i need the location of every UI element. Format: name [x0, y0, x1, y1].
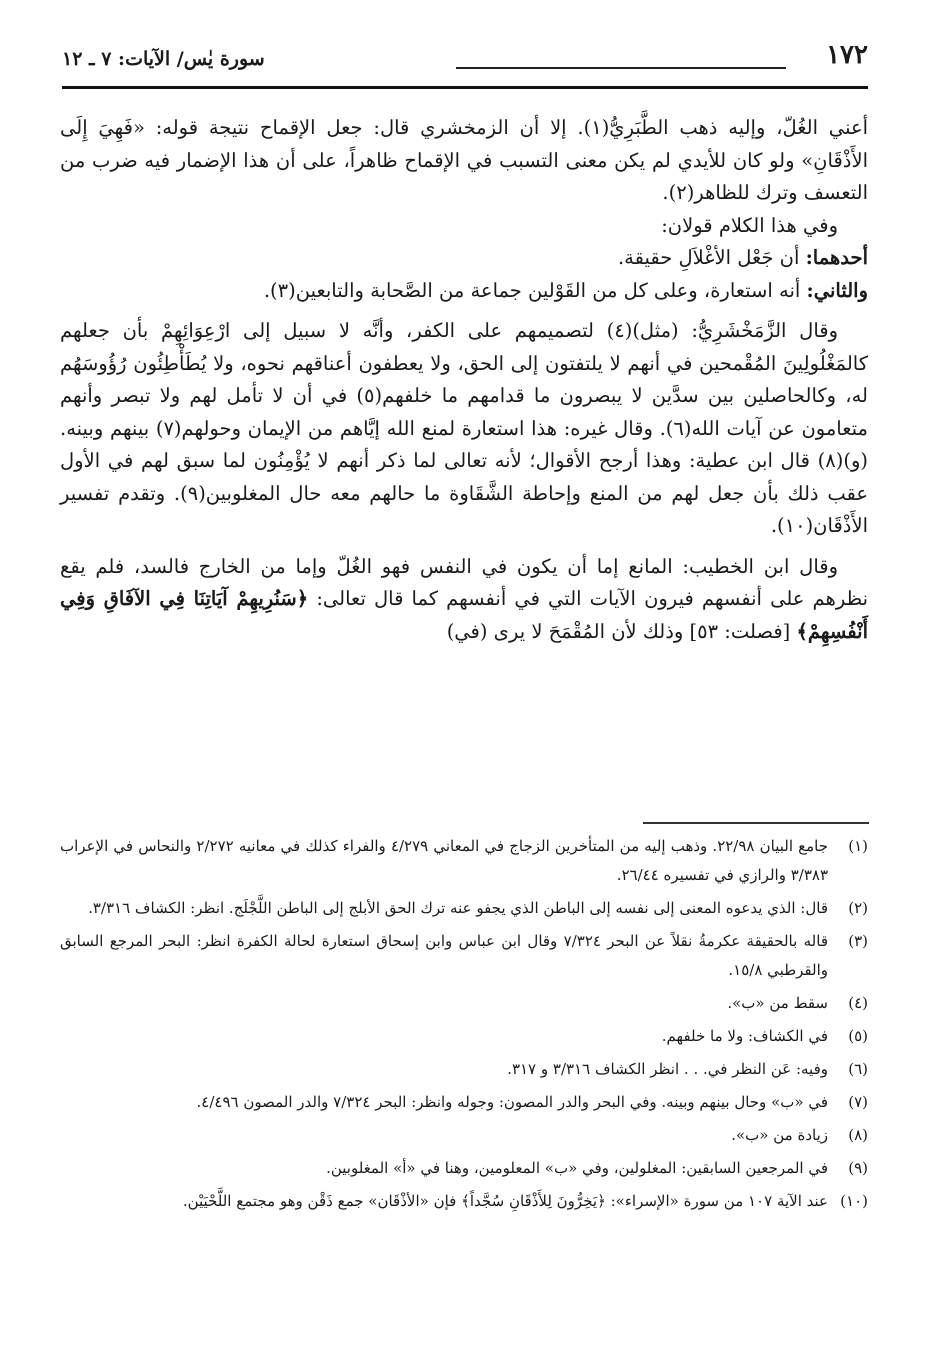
footnote	[60, 894, 868, 923]
paragraph-6-part-a: وقال ابن الخطيب: المانع إما أن يكون في النفس فهو الغُلّ وإما من الخارج فالسد، فلم يقع نظرهم على أنفسهم فيرون الآيات التي في أنفسهم كما قال تعالى:	[60, 554, 868, 610]
footnote	[60, 1088, 868, 1117]
header-rule	[62, 86, 868, 89]
footnote-text: جامع البيان ٢٢/٩٨. وذهب إليه من المتأخرين الزجاج في المعاني ٤/٢٧٩ والفراء كذلك في معانيه ٢/٢٧٢ والنحاس في الإعراب ٣/٣٨٣ والرازي في تفسيره ٢٦/٤٤.	[60, 837, 828, 884]
page-number: ١٧٢	[826, 40, 868, 70]
footnote	[60, 1154, 868, 1183]
footnote-text: قال: الذي يدعوه المعنى إلى نفسه إلى الباطن الذي يجفو عنه ترك الحق الأبلج إلى الباطن اللَّجْلَج. انظر: الكشاف ٣/٣١٦.	[88, 899, 828, 917]
footnote-number: (١٠)	[840, 1192, 868, 1210]
footnote-text: في المرجعين السابقين: المغلولين، وفي «ب» المعلومين، وهنا في «أ» المغلوبين.	[326, 1159, 828, 1177]
page-header	[62, 38, 868, 90]
paragraph-6-part-b: [فصلت: ٥٣] وذلك لأن المُقْمَحَ لا يرى (في)	[446, 619, 797, 643]
footnote-text: وفيه: عَن النظر في. . . انظر الكشاف ٣/٣١٦ و ٣١٧.	[507, 1060, 828, 1078]
paragraph-second-opinion	[60, 275, 868, 308]
footnote-number: (٤)	[848, 994, 868, 1012]
footnote-number: (٥)	[848, 1027, 868, 1045]
main-text	[60, 112, 868, 648]
footnote-separator	[643, 822, 869, 824]
footnote	[60, 1022, 868, 1051]
footnote	[60, 1121, 868, 1150]
footnote-number: (٢)	[848, 899, 868, 917]
footnote-text: سقط من «ب».	[727, 994, 828, 1012]
footnote-number: (٩)	[848, 1159, 868, 1177]
second-opinion-label: والثاني:	[806, 278, 868, 302]
footnote-number: (٧)	[848, 1093, 868, 1111]
paragraph-5: وقال الزَّمَخْشَرِيُّ: (مثل)(٤) لتصميمهم على الكفر، وأنَّه لا سبيل إلى ارْعِوَائِهِمْ بأن جعلهم كالمَغْلُولِينَ المُقْمحين في أنهم لا يلتفتون إلى الحق، ولا يعطفون أعناقهم نحوه، ولا يُطَأْطِئُون رُؤُوسَهُم له، وكالحاصلين بين سدَّين لا يبصرون ما قدامهم ما خلفهم(٥) في أن لا تأمل لهم ولا تبصر وأنهم متعامون عن آيات الله(٦). وقال غيره: هذا استعارة لمنع الله إيَّاهم من الإيمان وحولهم(٧) بينهم وبينه. (و)(٨) قال ابن عطية: وهذا أرجح الأقوال؛ لأنه تعالى لما ذكر أنهم لا يُؤْمِنُون لما سبق لهم في الأول عقب ذلك بأن جعل لهم من المنع وإحاطة الشَّقَاوة ما حالهم معه حال المغلوبين(٩). وتقدم تفسير الأَذْقَان(١٠).	[60, 319, 868, 537]
footnote-text: عند الآية ١٠٧ من سورة «الإسراء»: ﴿يَخِرُّونَ لِلأَذْقَانِ سُجَّداً﴾ فإن «الأذْقَان» جمع ذَقْن وهو مجتمع اللَّحْيَيْن.	[182, 1192, 828, 1210]
footnote	[60, 832, 868, 890]
paragraph-first-opinion	[60, 242, 868, 275]
footnote	[60, 927, 868, 985]
paragraph-6	[60, 551, 868, 649]
footnote-text: زيادة من «ب».	[731, 1126, 828, 1144]
footnote-number: (٦)	[848, 1060, 868, 1078]
footnote-number: (٨)	[848, 1126, 868, 1144]
header-dash	[456, 67, 786, 69]
footnote-text: في «ب» وحال بينهم وبينه. وفي البحر والدر المصون: وجوله وانظر: البحر ٧/٣٢٤ والدر المصون ٤/٤٩٦.	[196, 1093, 828, 1111]
first-opinion-text: أن جَعْل الأغْلاَلِ حقيقة.	[617, 246, 806, 269]
first-opinion-label: أحدهما:	[805, 246, 868, 269]
paragraph-1: أعني الغُلّ، وإليه ذهب الطَّبَرِيُّ(١). إلا أن الزمخشري قال: جعل الإقماح نتيجة قوله: «فَهِيَ إِلَى الأَذْقَانِ» ولو كان للأيدي لم يكن معنى التسبب في الإقماح ظاهراً، على أن هذا الإضمار فيه ضرب من التعسف وترك للظاهر(٢).	[60, 116, 869, 204]
footnote-number: (١)	[848, 837, 868, 855]
second-opinion-text: أنه استعارة، وعلى كل من القَوْلين جماعة من الصَّحابة والتابعين(٣).	[263, 278, 807, 302]
footnote	[60, 989, 868, 1018]
footnotes	[60, 832, 868, 1220]
quran-verse: ﴿سَنُرِيهِمْ آيَاتِنَا فِي الآفَاقِ وَفِي أَنْفُسِهِمْ﴾	[60, 587, 868, 643]
paragraph-2: وفي هذا الكلام قولان:	[661, 213, 838, 237]
footnote-text: قاله بالحقيقة عكرمةُ نقلاً عن البحر ٧/٣٢٤ وقال ابن عباس وابن إسحاق استعارة لحالة الكفرة انظر: البحر المرجع السابق والقرطبي ١٥/٨.	[60, 932, 828, 979]
footnote-number: (٣)	[848, 932, 868, 950]
footnote	[60, 1055, 868, 1084]
footnote-text: في الكشاف: ولا ما خلفهم.	[661, 1027, 828, 1045]
footnote	[60, 1187, 868, 1216]
running-head: سورة يٰس/ الآيات: ٧ ـ ١٢	[62, 48, 265, 70]
